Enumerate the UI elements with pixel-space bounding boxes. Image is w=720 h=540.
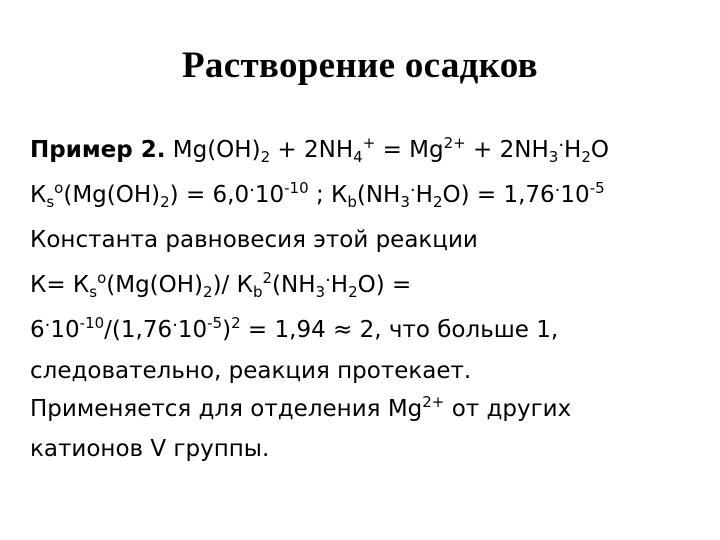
conclusion-line: следовательно, реакция протекает. (30, 358, 472, 384)
reaction-equation-line (30, 128, 700, 173)
equilibrium-constant-heading: Константа равновесия этой реакции (30, 227, 478, 253)
application-line: Применяется для отделения $Mg^{2+}$ от других (30, 393, 572, 422)
slide-body (30, 128, 700, 469)
k-expression-line: $К= К_s^o(Mg(OH)_2)/$ $К_b^2(NH_3^\cdot H_2O)$ = (30, 269, 412, 301)
application-line-cont: катионов V группы. (30, 436, 270, 462)
calculation-line: $6^\cdot 10^{-10}/(1,76^\cdot 10^{-5})^2 = 1,94 \approx 2$, что больше 1, (30, 314, 559, 343)
slide-title: Растворение осадков (182, 45, 538, 86)
formula-text: $Mg(OH)_2 + 2NH_4^+ = Mg^{2+} + 2NH_3^\cdot H_2O$ (172, 134, 609, 166)
example-label: Пример 2. (30, 137, 166, 163)
constants-line: $К_s^o(Mg(OH)_2) = 6,0^\cdot 10^{-10}$ ; $К_b(NH_3^\cdot H_2O) = 1,76^\cdot 10^{-5}$ (30, 179, 605, 211)
